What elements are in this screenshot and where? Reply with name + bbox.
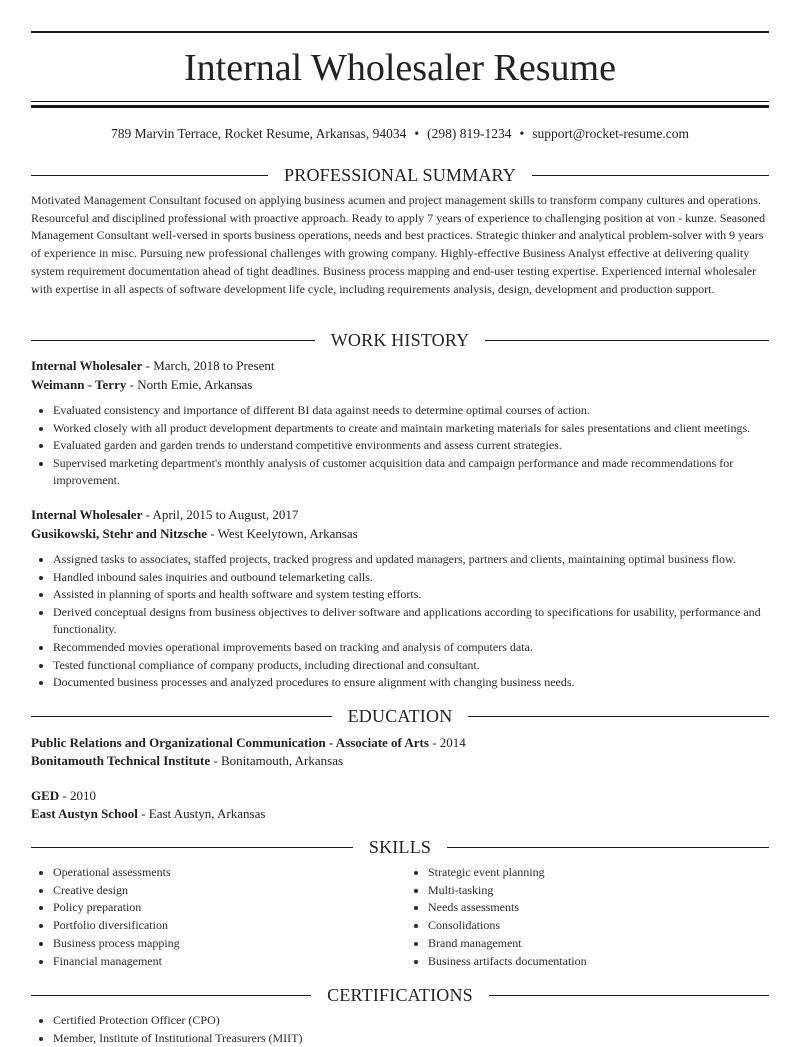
job-title: Internal Wholesaler bbox=[31, 358, 143, 373]
list-item: • Supervised marketing department's monthly analysis of customer acquisition data and campaign performance and made recommendations for improvement. bbox=[53, 455, 769, 490]
education-year: 2014 bbox=[439, 735, 466, 750]
list-item: • Documented business processes and analyzed procedures to ensure alignment with changing business needs. bbox=[53, 674, 769, 692]
contact-separator: • bbox=[414, 126, 420, 141]
education-degree-line: GED - 2010 bbox=[31, 788, 97, 803]
skills-heading bbox=[31, 835, 769, 859]
list-item: • Strategic event planning bbox=[428, 864, 769, 882]
education-degree-line: Public Relations and Organizational Communication - Associate of Arts - 2014 bbox=[31, 735, 466, 750]
education-heading-text: EDUCATION bbox=[347, 706, 453, 726]
contact-separator: • bbox=[519, 126, 525, 141]
list-item: • Needs assessments bbox=[428, 899, 769, 917]
education-heading bbox=[31, 704, 769, 728]
list-item: • Operational assessments bbox=[53, 864, 401, 882]
list-item: • Member, Institute of Institutional Treasurers (MIIT) bbox=[53, 1030, 769, 1047]
list-item: • Evaluated consistency and importance of different BI data against needs to determine optimal courses of action. bbox=[53, 402, 769, 420]
education-school-line: Bonitamouth Technical Institute - Bonitamouth, Arkansas bbox=[31, 753, 344, 768]
list-item: • Policy preparation bbox=[53, 899, 401, 917]
education-degree: Public Relations and Organizational Communication - Associate of Arts bbox=[31, 735, 429, 750]
job-company-line: Gusikowski, Stehr and Nitzsche - West Keelytown, Arkansas bbox=[31, 526, 358, 541]
list-item: • Evaluated garden and garden trends to understand competitive environments and assess current strategies. bbox=[53, 437, 769, 455]
skills-list-right bbox=[406, 864, 769, 970]
heading-rule bbox=[31, 716, 332, 717]
summary-heading-text: PROFESSIONAL SUMMARY bbox=[284, 165, 516, 185]
job-dates: April, 2015 to August, 2017 bbox=[152, 507, 299, 522]
job-title: Internal Wholesaler bbox=[31, 507, 143, 522]
heading-rule bbox=[532, 175, 769, 176]
certifications-list bbox=[31, 1012, 769, 1047]
list-item: • Financial management bbox=[53, 953, 401, 971]
list-item: • Assisted in planning of sports and health software and system testing efforts. bbox=[53, 586, 769, 604]
list-item: • Business process mapping bbox=[53, 935, 401, 953]
education-school-line: East Austyn School - East Austyn, Arkansas bbox=[31, 806, 266, 821]
list-item: • Portfolio diversification bbox=[53, 917, 401, 935]
list-item: • Assigned tasks to associates, staffed projects, tracked progress and updated managers, partners and clients, maintaining optimal business flow. bbox=[53, 551, 769, 569]
education-school: East Austyn School bbox=[31, 806, 138, 821]
summary-text: Motivated Management Consultant focused on applying business acumen and project management skills to transform company cultures and operations. Resourceful and disciplined professional with proactive approach. Ready to apply 7 years of experience to challenging position at von - kunze. Seasoned Management Consultant well-versed in sports business operations, needs and best practices. Strategic thinker and analytical problem-solver with 9 years of experience in misc. Pursuing new professional challenges with growing company. Highly-effective Business Analyst effective at delivering quality system requirement documentation ahead of tight deadlines. Business process mapping and end-user testing expertise. Experienced internal wholesaler with expertise in all aspects of software development life cycle, including requirements analysis, design, development and production support. bbox=[31, 193, 766, 296]
education-year: 2010 bbox=[70, 788, 97, 803]
heading-rule bbox=[489, 995, 769, 996]
job-title-line: Internal Wholesaler - March, 2018 to Present bbox=[31, 358, 275, 373]
heading-rule bbox=[31, 340, 315, 341]
education-school: Bonitamouth Technical Institute bbox=[31, 753, 211, 768]
list-item: • Tested functional compliance of company products, including directional and consultant. bbox=[53, 657, 769, 675]
list-item: • Recommended movies operational improvements based on tracking and analysis of computers data. bbox=[53, 639, 769, 657]
work-heading-text: WORK HISTORY bbox=[330, 330, 470, 350]
list-item: • Creative design bbox=[53, 882, 401, 900]
contact-line bbox=[0, 125, 800, 143]
job-bullets bbox=[31, 402, 769, 490]
job-company: Weimann - Terry bbox=[31, 377, 127, 392]
job-location: North Emie, Arkansas bbox=[137, 377, 253, 392]
job-title-line: Internal Wholesaler - April, 2015 to August, 2017 bbox=[31, 507, 299, 522]
heading-rule bbox=[468, 716, 769, 717]
list-item: • Derived conceptual designs from business objectives to deliver software and applications according to specifications for usability, performance and functionality. bbox=[53, 604, 769, 639]
list-item: • Worked closely with all product development departments to create and maintain marketing materials for sales presentations and client meetings. bbox=[53, 420, 769, 438]
list-item: • Brand management bbox=[428, 935, 769, 953]
heading-rule bbox=[447, 847, 769, 848]
list-item: • Business artifacts documentation bbox=[428, 953, 769, 971]
certifications-heading-text: CERTIFICATIONS bbox=[327, 985, 473, 1005]
top-rule bbox=[31, 31, 769, 33]
job-dates: March, 2018 to Present bbox=[153, 358, 275, 373]
summary-heading bbox=[31, 163, 769, 187]
contact-address: 789 Marvin Terrace, Rocket Resume, Arkansas, 94034 bbox=[111, 126, 407, 141]
heading-rule bbox=[485, 340, 769, 341]
title-rule-thin bbox=[31, 101, 769, 102]
certifications-heading bbox=[31, 983, 769, 1007]
heading-rule bbox=[31, 995, 311, 996]
skills-list-left bbox=[31, 864, 401, 970]
education-degree: GED bbox=[31, 788, 60, 803]
job-company: Gusikowski, Stehr and Nitzsche bbox=[31, 526, 208, 541]
list-item: • Consolidations bbox=[428, 917, 769, 935]
contact-email: support@rocket-resume.com bbox=[532, 126, 689, 141]
list-item: • Certified Protection Officer (CPO) bbox=[53, 1012, 769, 1030]
job-bullets bbox=[31, 551, 769, 692]
work-heading bbox=[31, 328, 769, 352]
list-item: • Multi-tasking bbox=[428, 882, 769, 900]
heading-rule bbox=[31, 847, 353, 848]
skills-heading-text: SKILLS bbox=[368, 837, 432, 857]
education-location: Bonitamouth, Arkansas bbox=[221, 753, 344, 768]
contact-phone: (298) 819-1234 bbox=[427, 126, 512, 141]
job-location: West Keelytown, Arkansas bbox=[217, 526, 358, 541]
heading-rule bbox=[31, 175, 268, 176]
job-company-line: Weimann - Terry - North Emie, Arkansas bbox=[31, 377, 253, 392]
list-item: • Handled inbound sales inquiries and outbound telemarketing calls. bbox=[53, 569, 769, 587]
title-rule-thick bbox=[31, 105, 769, 108]
resume-title: Internal Wholesaler Resume bbox=[184, 47, 616, 89]
education-location: East Austyn, Arkansas bbox=[148, 806, 266, 821]
